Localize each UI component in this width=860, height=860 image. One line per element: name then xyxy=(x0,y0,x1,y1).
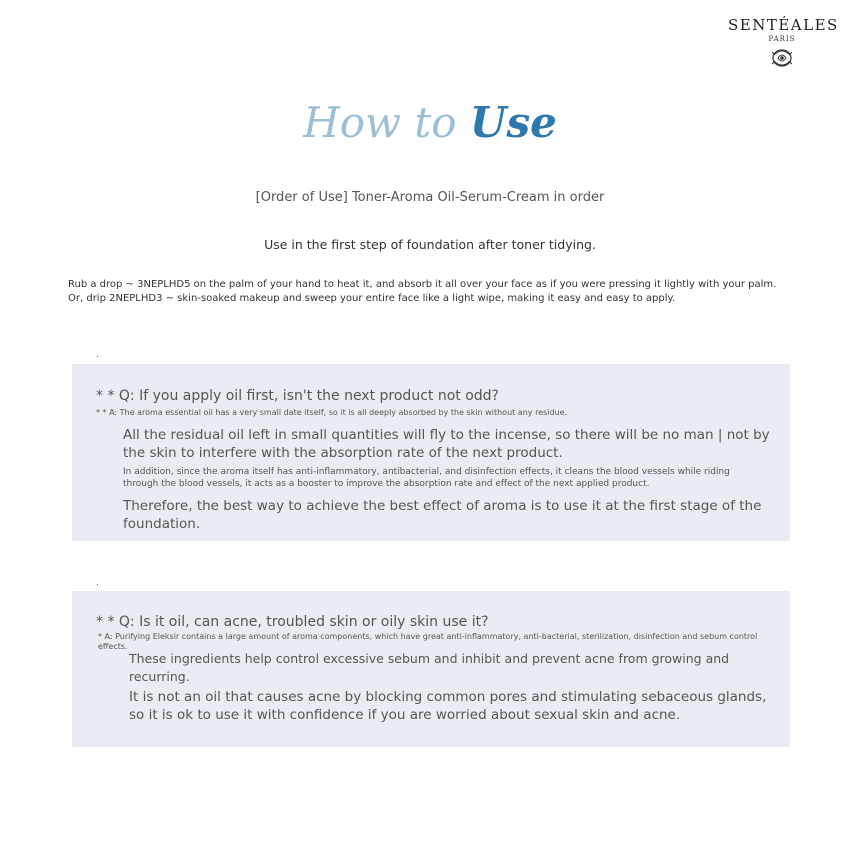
faq-card xyxy=(72,591,790,747)
ornate-crest-icon xyxy=(769,46,795,70)
brand-location: PARIS xyxy=(768,35,796,43)
faq-question: * * Q: If you apply oil first, isn't the next product not odd? xyxy=(96,388,499,404)
faq-paragraph: It is not an oil that causes acne by blocking common pores and stimulating sebaceous glands, so it is ok to use it with confidence if you are worried about sexual skin and acne. xyxy=(129,689,767,723)
section-marker: . xyxy=(96,350,99,360)
faq-paragraph: All the residual oil left in small quantities will fly to the incense, so there will be no man | not by the skin to interfere with the absorption rate of the next product. xyxy=(123,427,770,461)
title-part-1: How to xyxy=(303,98,457,147)
faq-paragraph: Therefore, the best way to achieve the best effect of aroma is to use it at the first stage of the foundation. xyxy=(123,498,762,532)
instruction-line: Or, drip 2NEPLHD3 ~ skin-soaked makeup and sweep your entire face like a light wipe, making it easy and easy to apply. xyxy=(68,293,676,304)
faq-answer-intro: * * A: The aroma essential oil has a very small date itself, so it is all deeply absorbed by the skin without any residue. xyxy=(96,408,568,417)
title-part-2: Use xyxy=(469,98,557,147)
faq-answer-intro: * A: Purifying Eleksir contains a large amount of aroma components, which have great anti-inflammatory, anti-bacterial, sterilization, disinfection and sebum control effects. xyxy=(98,632,758,651)
faq-card xyxy=(72,364,790,541)
section-marker: . xyxy=(96,578,99,588)
usage-step: Use in the first step of foundation after toner tidying. xyxy=(264,237,596,252)
order-of-use: [Order of Use] Toner-Aroma Oil-Serum-Cream in order xyxy=(255,190,605,205)
brand-name: SENTÉALES xyxy=(728,16,839,34)
application-instructions xyxy=(68,278,808,306)
faq-question: * * Q: Is it oil, can acne, troubled skin or oily skin use it? xyxy=(96,614,489,630)
instruction-line: Rub a drop ~ 3NEPLHD5 on the palm of your hand to heat it, and absorb it all over your face as if you were pressing it lightly with your palm. xyxy=(68,279,777,290)
faq-paragraph: In addition, since the aroma itself has anti-inflammatory, antibacterial, and disinfection effects, it cleans the blood vessels while riding through the blood vessels, it acts as a booster to improve the absorption rate and effect of the next applied product. xyxy=(123,467,730,489)
faq-paragraph: These ingredients help control excessive sebum and inhibit and prevent acne from growing and recurring. xyxy=(129,651,730,684)
brand-logo xyxy=(728,16,839,70)
page-title xyxy=(0,98,860,147)
